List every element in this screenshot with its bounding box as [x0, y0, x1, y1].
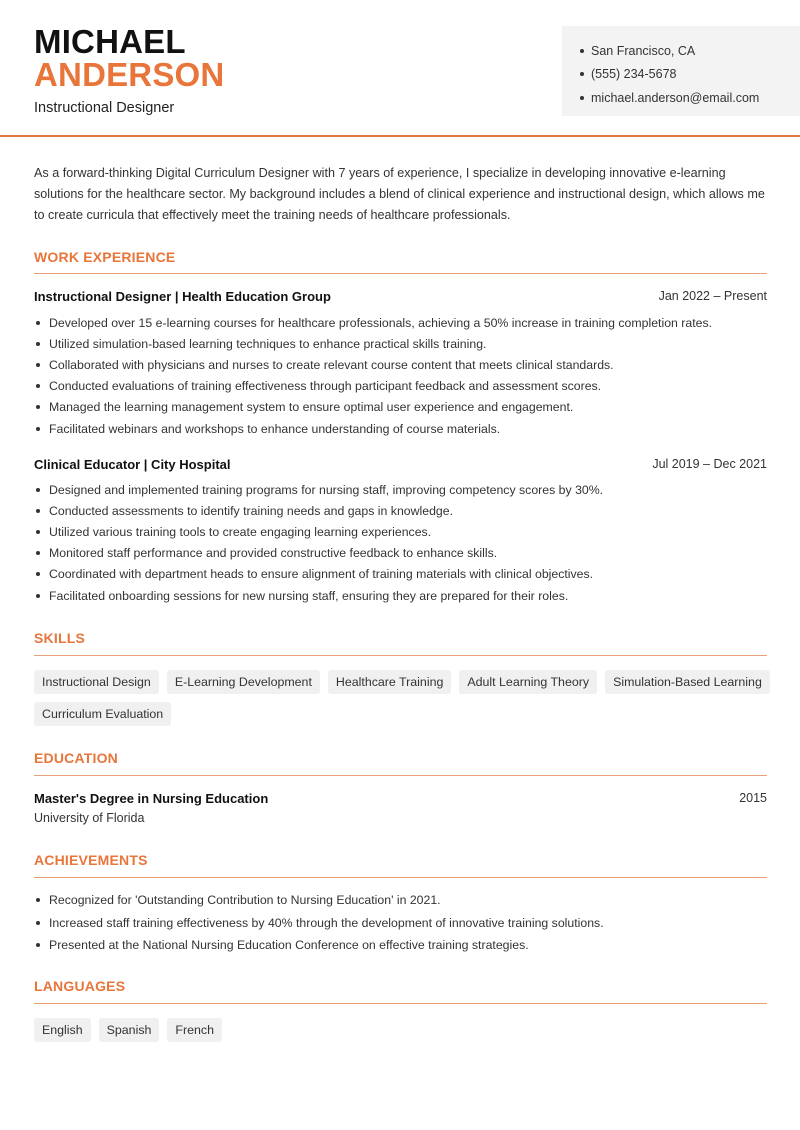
- list-item: [34, 912, 774, 935]
- bullet-icon: [36, 342, 40, 346]
- bullet-icon: [36, 363, 40, 367]
- list-item-text: Designed and implemented training programs for nursing staff, improving competency scores by 30%.: [49, 482, 604, 497]
- bullet-icon: [36, 530, 40, 534]
- bullet-icon: [36, 943, 40, 947]
- language-tag: English: [34, 1018, 91, 1042]
- list-item-text: Monitored staff performance and provided constructive feedback to enhance skills.: [49, 546, 498, 561]
- list-item: [34, 354, 774, 375]
- list-item: [34, 397, 774, 418]
- bullet-icon: [36, 509, 40, 513]
- contact-phone: [580, 63, 800, 87]
- bullet-icon: [36, 898, 40, 902]
- skill-tag: Curriculum Evaluation: [34, 702, 171, 726]
- job-role: Instructional Designer: [34, 100, 175, 116]
- list-item-text: Conducted assessments to identify training needs and gaps in knowledge.: [49, 503, 454, 518]
- list-item: [34, 376, 774, 397]
- bullet-icon: [36, 427, 40, 431]
- skill-tag: Healthcare Training: [328, 670, 451, 694]
- section-divider: [34, 655, 767, 656]
- section-divider: [34, 775, 767, 776]
- section-title-work: WORK EXPERIENCE: [34, 249, 176, 265]
- job-title-1: Instructional Designer | Health Education Group: [34, 289, 331, 304]
- bullet-icon: [580, 72, 584, 76]
- section-title-skills: SKILLS: [34, 630, 85, 646]
- list-item-text: Conducted evaluations of training effectiveness through participant feedback and assessment scores.: [49, 379, 602, 394]
- section-divider: [34, 877, 767, 878]
- last-name: ANDERSON: [34, 56, 225, 93]
- language-tag: Spanish: [99, 1018, 160, 1042]
- contact-email: [580, 86, 800, 110]
- list-item: [34, 418, 774, 439]
- bullet-icon: [36, 384, 40, 388]
- list-item: [34, 333, 774, 354]
- profile-summary: As a forward-thinking Digital Curriculum Designer with 7 years of experience, I specialize in developing innovative e-learning solutions for the healthcare sector. My background includes a blend of clinical experience and instructional design, which allows me to create curricula that effectively meet the training needs of healthcare professionals.: [34, 166, 765, 222]
- contact-box: [562, 26, 800, 116]
- skill-tag: E-Learning Development: [167, 670, 320, 694]
- job-bullets-2: [34, 479, 774, 606]
- skill-tag: Adult Learning Theory: [459, 670, 597, 694]
- list-item: [34, 312, 774, 333]
- bullet-icon: [36, 488, 40, 492]
- list-item-text: Presented at the National Nursing Education Conference on effective training strategies.: [49, 938, 529, 953]
- bullet-icon: [36, 921, 40, 925]
- list-item: [34, 543, 774, 564]
- bullet-icon: [36, 321, 40, 325]
- school-name: University of Florida: [34, 811, 145, 825]
- job-date-1: Jan 2022 – Present: [658, 289, 767, 303]
- contact-location: [580, 39, 800, 63]
- section-title-education: EDUCATION: [34, 750, 118, 766]
- section-title-achievements: ACHIEVEMENTS: [34, 852, 148, 868]
- list-item-text: Utilized various training tools to create engaging learning experiences.: [49, 524, 432, 539]
- list-item-text: Managed the learning management system to ensure optimal user experience and engagement.: [49, 400, 574, 415]
- resume-header: [0, 0, 800, 137]
- job-title-2: Clinical Educator | City Hospital: [34, 457, 231, 472]
- bullet-icon: [36, 405, 40, 409]
- language-tag: French: [167, 1018, 222, 1042]
- first-name: MICHAEL: [34, 23, 186, 60]
- bullet-icon: [580, 96, 584, 100]
- list-item-text: Facilitated webinars and workshops to enhance understanding of course materials.: [49, 421, 501, 436]
- bullet-icon: [36, 551, 40, 555]
- list-item-text: Recognized for 'Outstanding Contribution to Nursing Education' in 2021.: [49, 893, 441, 908]
- section-title-languages: LANGUAGES: [34, 978, 126, 994]
- bullet-icon: [36, 594, 40, 598]
- bullet-icon: [580, 49, 584, 53]
- list-item-text: Collaborated with physicians and nurses to create relevant course content that meets clinical standards.: [49, 357, 614, 372]
- job-date-2: Jul 2019 – Dec 2021: [652, 457, 767, 471]
- list-item-text: Facilitated onboarding sessions for new nursing staff, ensuring they are prepared for their roles.: [49, 588, 569, 603]
- job-bullets-1: [34, 312, 774, 439]
- list-item: [34, 889, 774, 912]
- section-divider: [34, 273, 767, 274]
- list-item: [34, 500, 774, 521]
- achievements-list: [34, 889, 774, 957]
- list-item-text: Increased staff training effectiveness by 40% through the development of innovative training solutions.: [49, 915, 604, 930]
- list-item-text: Utilized simulation-based learning techniques to enhance practical skills training.: [49, 336, 487, 351]
- contact-location-text: San Francisco, CA: [591, 43, 696, 58]
- list-item-text: Developed over 15 e-learning courses for healthcare professionals, achieving a 50% increase in training completion rates.: [49, 315, 713, 330]
- contact-email-text: michael.anderson@email.com: [591, 90, 760, 105]
- list-item: [34, 479, 774, 500]
- list-item: [34, 585, 774, 606]
- list-item: [34, 521, 774, 542]
- skill-tag: Instructional Design: [34, 670, 159, 694]
- degree-year: 2015: [739, 791, 767, 805]
- skill-tag: Simulation-Based Learning: [605, 670, 770, 694]
- section-divider: [34, 1003, 767, 1004]
- bullet-icon: [36, 572, 40, 576]
- list-item-text: Coordinated with department heads to ensure alignment of training materials with clinical objectives.: [49, 567, 594, 582]
- list-item: [34, 564, 774, 585]
- list-item: [34, 934, 774, 957]
- skills-list: [34, 670, 774, 726]
- contact-phone-text: (555) 234-5678: [591, 67, 677, 82]
- languages-list: [34, 1018, 774, 1042]
- degree-title: Master's Degree in Nursing Education: [34, 791, 269, 806]
